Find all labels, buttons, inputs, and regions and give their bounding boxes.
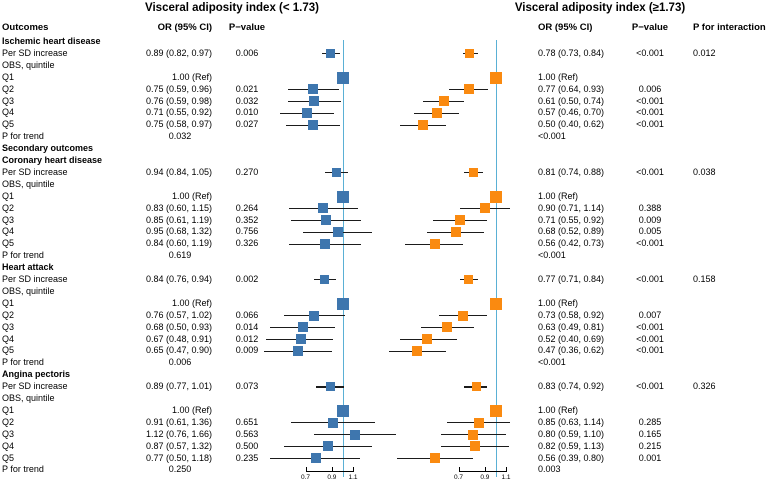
forest-row	[0, 179, 772, 191]
forest-row	[0, 286, 772, 298]
left-p-value: 0.021	[235, 83, 259, 94]
left-p-value: 0.270	[235, 166, 259, 177]
left-p-value: 0.066	[235, 309, 259, 320]
left-x-axis-tick-label: 1.1	[348, 473, 358, 481]
left-or-ci-text: 0.76 (0.59, 0.98)	[145, 95, 212, 106]
left-or-ci-text: 0.75 (0.58, 0.97)	[145, 119, 212, 130]
left-or-marker	[328, 418, 338, 428]
left-x-axis-tick-label: 0.9	[327, 473, 337, 481]
right-or-marker	[458, 311, 468, 321]
right-x-axis-tick-label: 0.7	[454, 473, 464, 481]
row-label: Q5	[2, 238, 15, 249]
right-or-marker	[442, 322, 452, 332]
row-label: Q4	[2, 107, 15, 118]
right-or-marker	[464, 84, 474, 94]
row-label: OBS, quintile	[2, 59, 55, 70]
left-or-marker	[323, 441, 333, 451]
left-or-marker	[293, 346, 303, 356]
left-or-ci-text: 0.91 (0.61, 1.36)	[145, 416, 212, 427]
right-or-marker	[455, 215, 465, 225]
right-p-value: <0.001	[636, 321, 664, 332]
row-label: Q3	[2, 214, 15, 225]
left-p-value: 0.500	[235, 440, 259, 451]
left-x-axis-tick	[332, 467, 333, 472]
right-p-value: <0.001	[636, 381, 664, 392]
right-or-marker	[439, 96, 449, 106]
right-x-axis-tick	[485, 467, 486, 472]
forest-row	[0, 107, 772, 119]
right-or-ci-text: 1.00 (Ref)	[538, 297, 579, 308]
forest-row	[0, 393, 772, 405]
right-x-axis-tick-label: 0.9	[480, 473, 490, 481]
forest-row	[0, 417, 772, 429]
right-or-marker	[490, 405, 502, 417]
left-or-marker	[332, 168, 341, 177]
forest-row	[0, 36, 772, 48]
forest-row	[0, 429, 772, 441]
right-or-marker	[480, 203, 490, 213]
left-x-axis-tick	[306, 467, 307, 472]
right-or-marker	[490, 72, 502, 84]
left-p-value: 0.250	[168, 464, 192, 475]
left-p-value: 0.235	[235, 452, 259, 463]
row-label: Secondary outcomes	[2, 143, 94, 154]
right-or-marker	[430, 453, 440, 463]
forest-row	[0, 60, 772, 72]
left-or-marker	[326, 49, 335, 58]
left-p-value: 0.073	[235, 381, 259, 392]
right-or-ci-text: 0.78 (0.73, 0.84)	[538, 47, 605, 58]
p-interaction-value: 0.326	[693, 381, 716, 392]
row-label: Ischemic heart disease	[2, 36, 101, 46]
right-or-ci-text: 1.00 (Ref)	[538, 190, 579, 201]
right-or-ci-text: 1.00 (Ref)	[538, 71, 579, 82]
row-label: P for trend	[2, 464, 44, 475]
row-label: Per SD increase	[2, 274, 68, 284]
p-interaction-value: 0.038	[693, 166, 716, 177]
right-or-ci-text: 0.50 (0.40, 0.62)	[538, 119, 605, 130]
row-label: Q2	[2, 202, 15, 213]
left-or-marker	[308, 84, 318, 94]
left-or-ci-text: 0.75 (0.59, 0.96)	[145, 83, 212, 94]
row-label: Heart attack	[2, 262, 54, 273]
left-p-value: 0.264	[235, 202, 259, 213]
forest-row	[0, 310, 772, 322]
forest-row	[0, 381, 772, 393]
right-or-marker	[464, 275, 473, 284]
row-label: Q5	[2, 345, 15, 356]
left-or-ci-text: 0.84 (0.60, 1.19)	[145, 238, 212, 249]
forest-row	[0, 84, 772, 96]
right-or-ci-text: 0.52 (0.40, 0.69)	[538, 333, 605, 344]
right-p-value: <0.001	[636, 119, 664, 130]
right-x-axis-tick	[506, 467, 507, 472]
right-p-value: <0.001	[636, 95, 664, 106]
left-or-ci-text: 1.00 (Ref)	[171, 190, 212, 201]
p-interaction-value: 0.012	[693, 47, 716, 58]
forest-row	[0, 453, 772, 465]
row-label: Coronary heart disease	[2, 155, 103, 165]
left-p-value: 0.012	[235, 333, 259, 344]
left-x-axis-tick-label: 0.7	[301, 473, 311, 481]
left-or-ci-text: 1.00 (Ref)	[171, 404, 212, 415]
left-p-value: 0.010	[235, 107, 259, 118]
right-p-value: 0.388	[638, 202, 662, 213]
left-or-marker	[337, 298, 349, 310]
left-or-marker	[333, 227, 343, 237]
left-or-ci-text: 0.76 (0.57, 1.02)	[145, 309, 212, 320]
left-p-value: 0.006	[168, 357, 192, 368]
right-panel-title: Visceral adiposity index (≥1.73)	[514, 2, 686, 14]
forest-row	[0, 215, 772, 227]
row-label: Per SD increase	[2, 381, 68, 392]
row-label: P for trend	[2, 250, 44, 261]
row-label: P for trend	[2, 131, 44, 142]
right-or-ci-text: 0.77 (0.71, 0.84)	[538, 274, 605, 284]
right-or-marker	[422, 334, 432, 344]
forest-row	[0, 155, 772, 167]
left-or-ci-text: 0.65 (0.47, 0.90)	[145, 345, 212, 356]
column-header-p-value-right: P−value	[631, 22, 669, 33]
left-or-ci-text: 1.00 (Ref)	[171, 297, 212, 308]
column-header-outcomes: Outcomes	[2, 22, 49, 33]
left-p-value: 0.563	[235, 428, 259, 439]
forest-row	[0, 238, 772, 250]
row-label: Q1	[2, 297, 15, 308]
left-p-value: 0.326	[235, 238, 259, 249]
left-or-marker	[318, 203, 328, 213]
left-p-value: 0.006	[235, 47, 259, 58]
row-label: Q2	[2, 309, 15, 320]
left-or-ci-text: 0.89 (0.77, 1.01)	[145, 381, 212, 392]
p-interaction-value: 0.158	[693, 274, 716, 284]
right-p-value: 0.003	[538, 464, 561, 475]
row-label: Q1	[2, 190, 15, 201]
right-or-ci-text: 0.63 (0.49, 0.81)	[538, 321, 605, 332]
right-or-ci-text: 0.73 (0.58, 0.92)	[538, 309, 605, 320]
left-p-value: 0.756	[235, 226, 259, 237]
right-p-value: 0.165	[638, 428, 662, 439]
left-or-marker	[296, 334, 306, 344]
right-p-value: <0.001	[636, 238, 664, 249]
left-p-value: 0.352	[235, 214, 259, 225]
row-label: Q4	[2, 333, 15, 344]
right-or-marker	[412, 346, 422, 356]
left-or-ci-text: 0.87 (0.57, 1.32)	[145, 440, 212, 451]
right-p-value: <0.001	[636, 166, 664, 177]
left-or-marker	[337, 405, 349, 417]
right-x-axis-tick-label: 1.1	[501, 473, 511, 481]
left-or-marker	[326, 382, 335, 391]
right-p-value: 0.007	[638, 309, 662, 320]
right-p-value: <0.001	[636, 107, 664, 118]
row-label: Q2	[2, 416, 15, 427]
left-p-value: 0.032	[168, 131, 192, 142]
left-or-marker	[298, 322, 308, 332]
right-or-ci-text: 0.56 (0.39, 0.80)	[538, 452, 605, 463]
left-or-marker	[337, 191, 349, 203]
forest-row	[0, 298, 772, 310]
right-p-value: 0.001	[638, 452, 662, 463]
left-or-marker	[320, 275, 329, 284]
left-or-marker	[309, 96, 319, 106]
right-x-axis-line	[459, 471, 506, 472]
right-or-ci-text: 0.80 (0.59, 1.10)	[538, 428, 605, 439]
row-label: Q3	[2, 321, 15, 332]
left-panel-title: Visceral adiposity index (< 1.73)	[145, 2, 319, 14]
forest-row	[0, 357, 772, 369]
row-label: P for trend	[2, 357, 44, 368]
left-or-marker	[321, 215, 331, 225]
forest-row	[0, 441, 772, 453]
left-or-marker	[308, 120, 318, 130]
left-p-value: 0.619	[168, 250, 192, 261]
left-or-marker	[309, 311, 319, 321]
right-or-ci-text: 0.56 (0.42, 0.73)	[538, 238, 605, 249]
forest-row	[0, 250, 772, 262]
forest-row	[0, 464, 772, 476]
right-p-value: 0.215	[638, 440, 662, 451]
left-or-ci-text: 0.89 (0.82, 0.97)	[145, 47, 212, 58]
row-label: Q2	[2, 83, 15, 94]
right-or-ci-text: 0.90 (0.71, 1.14)	[538, 202, 605, 213]
left-or-marker	[350, 430, 360, 440]
right-p-value: 0.005	[638, 226, 662, 237]
row-label: Q5	[2, 119, 15, 130]
right-or-ci-text: 1.00 (Ref)	[538, 404, 579, 415]
right-or-marker	[490, 191, 502, 203]
forest-row	[0, 143, 772, 155]
right-or-marker	[472, 382, 481, 391]
right-or-ci-text: 0.68 (0.52, 0.89)	[538, 226, 605, 237]
right-or-marker	[465, 49, 474, 58]
left-or-ci-text: 0.84 (0.76, 0.94)	[145, 274, 212, 284]
right-p-value: 0.009	[638, 214, 662, 225]
column-header-p-for-interaction: P for interaction	[693, 22, 766, 33]
row-label: Q4	[2, 226, 15, 237]
left-or-ci-text: 0.95 (0.68, 1.32)	[145, 226, 212, 237]
row-label: Q5	[2, 452, 15, 463]
row-label: Q1	[2, 71, 15, 82]
left-x-axis-line	[306, 471, 353, 472]
right-x-axis-tick	[459, 467, 460, 472]
right-or-ci-text: 0.47 (0.36, 0.62)	[538, 345, 605, 356]
forest-row	[0, 203, 772, 215]
left-p-value: 0.014	[235, 321, 259, 332]
left-or-ci-text: 1.00 (Ref)	[171, 71, 212, 82]
row-label: Per SD increase	[2, 166, 68, 177]
left-or-ci-text: 0.68 (0.50, 0.93)	[145, 321, 212, 332]
right-or-ci-text: 0.71 (0.55, 0.92)	[538, 214, 605, 225]
right-or-marker	[451, 227, 461, 237]
left-or-ci-text: 0.94 (0.84, 1.05)	[145, 166, 212, 177]
left-or-ci-text: 0.71 (0.55, 0.92)	[145, 107, 212, 118]
forest-row	[0, 405, 772, 417]
left-or-ci-text: 0.85 (0.61, 1.19)	[145, 214, 212, 225]
forest-row	[0, 334, 772, 346]
column-header-p-value-left: P−value	[228, 22, 266, 33]
right-p-value: 0.006	[638, 83, 662, 94]
row-label: OBS, quintile	[2, 285, 55, 296]
right-or-marker	[470, 441, 480, 451]
forest-row	[0, 167, 772, 179]
right-p-value: <0.001	[636, 345, 664, 356]
right-p-value: 0.285	[638, 416, 662, 427]
forest-row	[0, 48, 772, 60]
column-header-or-ci-left: OR (95% CI)	[157, 22, 212, 33]
left-p-value: 0.032	[235, 95, 259, 106]
left-p-value: 0.651	[235, 416, 259, 427]
forest-row	[0, 96, 772, 108]
right-p-value: <0.001	[636, 333, 664, 344]
right-p-value: <0.001	[636, 47, 664, 58]
row-label: Q3	[2, 95, 15, 106]
right-or-marker	[418, 120, 428, 130]
right-or-ci-text: 0.85 (0.63, 1.14)	[538, 416, 605, 427]
row-label: OBS, quintile	[2, 178, 55, 189]
left-or-ci-text: 0.77 (0.50, 1.18)	[145, 452, 212, 463]
forest-row	[0, 119, 772, 131]
left-p-value: 0.002	[235, 274, 259, 284]
forest-row	[0, 131, 772, 143]
right-p-value: <0.001	[538, 250, 566, 261]
right-or-marker	[490, 298, 502, 310]
right-or-ci-text: 0.83 (0.74, 0.92)	[538, 381, 605, 392]
forest-row	[0, 274, 772, 286]
right-p-value: <0.001	[636, 274, 664, 284]
left-or-marker	[320, 239, 330, 249]
right-or-marker	[430, 239, 440, 249]
right-or-ci-text: 0.81 (0.74, 0.88)	[538, 166, 605, 177]
right-or-ci-text: 0.82 (0.59, 1.13)	[538, 440, 605, 451]
forest-row	[0, 226, 772, 238]
right-p-value: <0.001	[538, 357, 566, 368]
left-p-value: 0.009	[235, 345, 259, 356]
forest-row	[0, 262, 772, 274]
right-p-value: <0.001	[538, 131, 566, 142]
row-label: Q3	[2, 428, 15, 439]
row-label: Q1	[2, 404, 15, 415]
left-or-marker	[311, 453, 321, 463]
right-or-marker	[468, 430, 478, 440]
row-label: Angina pectoris	[2, 369, 71, 380]
column-header-or-ci-right: OR (95% CI)	[538, 22, 593, 33]
forest-row	[0, 72, 772, 84]
left-or-ci-text: 0.67 (0.48, 0.91)	[145, 333, 212, 344]
row-label: Q4	[2, 440, 15, 451]
right-or-marker	[432, 108, 442, 118]
right-or-ci-text: 0.77 (0.64, 0.93)	[538, 83, 605, 94]
right-or-marker	[469, 168, 478, 177]
left-p-value: 0.027	[235, 119, 259, 130]
forest-row	[0, 369, 772, 381]
left-or-marker	[302, 108, 312, 118]
row-label: Per SD increase	[2, 47, 68, 58]
left-or-marker	[337, 72, 349, 84]
right-or-ci-text: 0.57 (0.46, 0.70)	[538, 107, 605, 118]
row-label: OBS, quintile	[2, 393, 55, 403]
left-or-ci-text: 0.83 (0.60, 1.15)	[145, 202, 212, 213]
left-or-ci-text: 1.12 (0.76, 1.66)	[145, 428, 212, 439]
left-x-axis-tick	[353, 467, 354, 472]
forest-row	[0, 345, 772, 357]
forest-row	[0, 322, 772, 334]
right-or-ci-text: 0.61 (0.50, 0.74)	[538, 95, 605, 106]
right-or-marker	[474, 418, 484, 428]
forest-row	[0, 191, 772, 203]
